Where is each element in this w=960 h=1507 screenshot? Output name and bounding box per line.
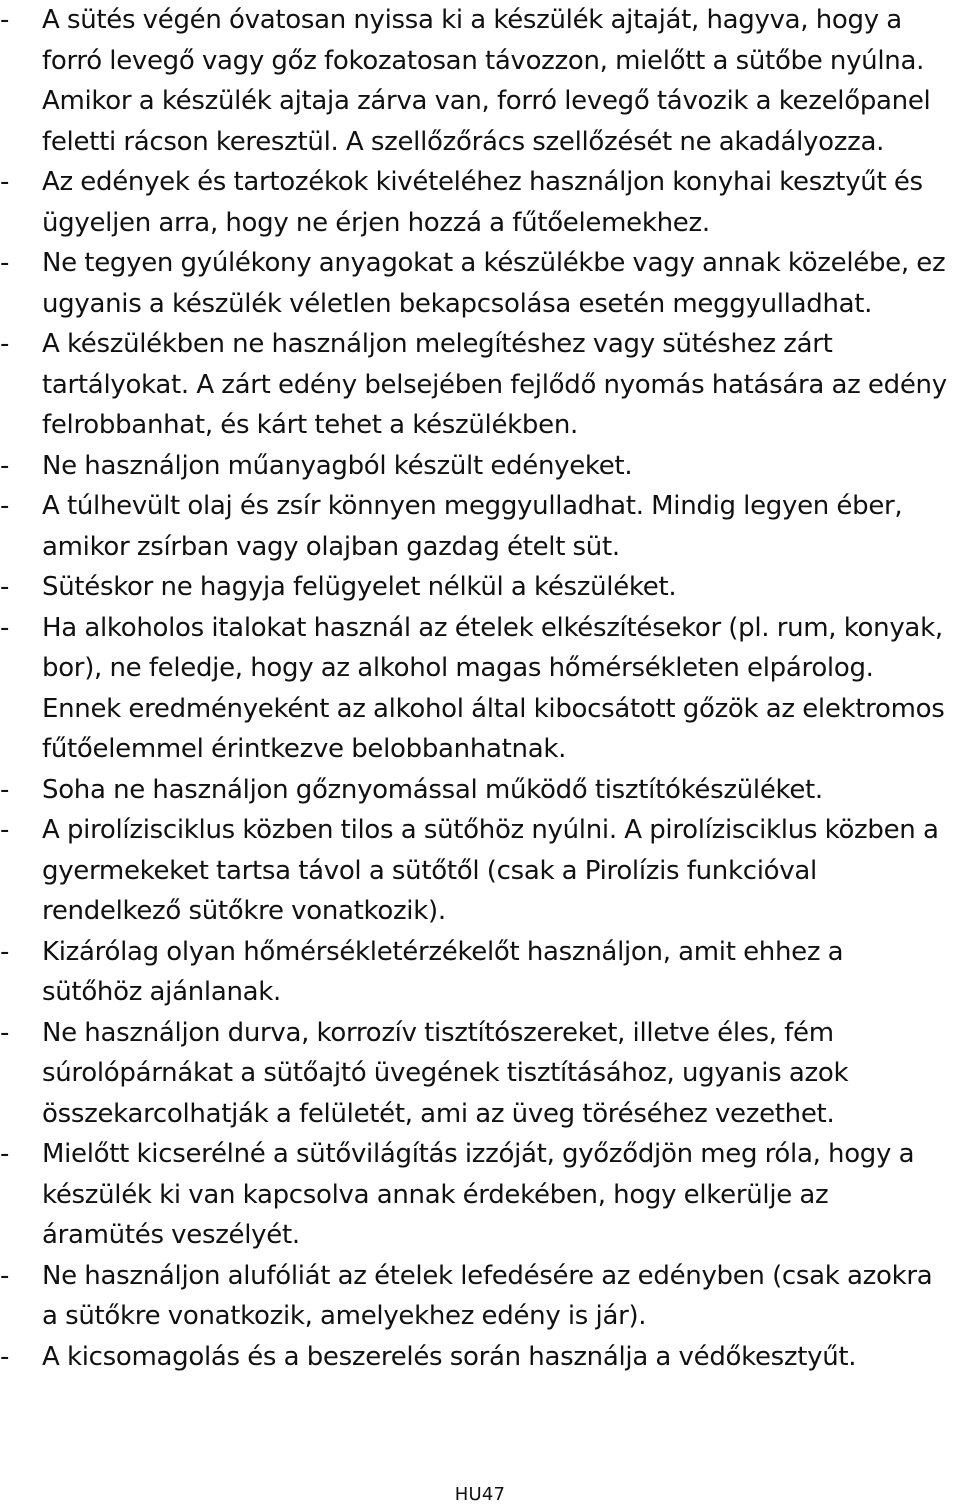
bullet-dash: -	[0, 815, 10, 845]
list-item	[0, 1134, 950, 1256]
list-item	[0, 1337, 950, 1378]
bullet-dash: -	[0, 1139, 10, 1169]
list-item-text: Ne használjon alufóliát az ételek lefedésére az edényben (csak azokra a sütőkre vonatkozik, amelyekhez edény is jár).	[42, 1260, 933, 1331]
bullet-dash: -	[0, 936, 10, 967]
list-item	[0, 1256, 950, 1337]
list-item-text: A kicsomagolás és a beszerelés során használja a védőkesztyűt.	[42, 1341, 857, 1372]
list-item	[0, 1013, 950, 1135]
bullet-dash: -	[0, 572, 10, 602]
bullet-dash: -	[0, 491, 10, 521]
list-item-text: Kizárólag olyan hőmérsékletérzékelőt használjon, amit ehhez a sütőhöz ajánlanak.	[42, 936, 844, 1007]
bullet-dash: -	[0, 5, 10, 35]
bullet-dash: -	[0, 167, 10, 197]
list-item-text: Ne használjon durva, korrozív tisztítószereket, illetve éles, fém súrolópárnákat a sütőajtó üvegének tisztításához, ugyanis azok összekarcolhatják a felületét, ami az üveg töréséhez vezethet.	[42, 1017, 849, 1129]
bullet-dash: -	[0, 774, 10, 805]
list-item-text: Mielőtt kicserélné a sütővilágítás izzóját, győződjön meg róla, hogy a készülék ki van kapcsolva annak érdekében, hogy elkerülje az áramütés veszélyét.	[42, 1139, 915, 1250]
list-item-text: Soha ne használjon gőznyomással működő tisztítókészüléket.	[42, 774, 823, 805]
list-item	[0, 446, 950, 487]
bullet-dash: -	[0, 248, 10, 278]
list-item-text: Sütéskor ne hagyja felügyelet nélkül a készüléket.	[42, 572, 677, 602]
bullet-dash: -	[0, 1260, 10, 1291]
list-item	[0, 932, 950, 1013]
list-item-text: Ha alkoholos italokat használ az ételek elkészítésekor (pl. rum, konyak, bor), ne feledje, hogy az alkohol magas hőmérsékleten elpárolog. Ennek eredményeként az alkohol által kibocsátott gőzök az elektromos fűtőelemmel érintkezve belobbanhatnak.	[42, 612, 945, 764]
list-item-text: Ne használjon műanyagból készült edényeket.	[42, 450, 633, 481]
list-item-text: A túlhevült olaj és zsír könnyen meggyulladhat. Mindig legyen éber, amikor zsírban vagy olajban gazdag ételt süt.	[42, 491, 903, 562]
bullet-dash: -	[0, 329, 10, 359]
list-item	[0, 567, 950, 608]
list-item	[0, 324, 950, 446]
bullet-dash: -	[0, 450, 10, 481]
list-item	[0, 162, 950, 243]
bullet-dash: -	[0, 1017, 10, 1048]
list-item	[0, 486, 950, 567]
list-item-text: A készülékben ne használjon melegítéshez vagy sütéshez zárt tartályokat. A zárt edény belsejében fejlődő nyomás hatására az edény felrobbanhat, és kárt tehet a készülékben.	[42, 329, 947, 440]
list-item	[0, 243, 950, 324]
bullet-dash: -	[0, 612, 10, 643]
page-number: HU47	[454, 1484, 506, 1505]
list-item	[0, 770, 950, 811]
bullet-dash: -	[0, 1341, 10, 1372]
list-item	[0, 0, 950, 162]
list-item-text: Az edények és tartozékok kivételéhez használjon konyhai kesztyűt és ügyeljen arra, hogy ne érjen hozzá a fűtőelemekhez.	[42, 167, 923, 238]
list-item	[0, 608, 950, 770]
list-item-text: Ne tegyen gyúlékony anyagokat a készülékbe vagy annak közelébe, ez ugyanis a készülék véletlen bekapcsolása esetén meggyulladhat.	[42, 248, 946, 319]
list-item-text: A sütés végén óvatosan nyissa ki a készülék ajtaját, hagyva, hogy a forró levegő vagy gőz fokozatosan távozzon, mielőtt a sütőbe nyúlna. Amikor a készülék ajtaja zárva van, forró levegő távozik a kezelőpanel feletti rácson keresztül. A szellőzőrács szellőzését ne akadályozza.	[42, 5, 931, 157]
list-item	[0, 810, 950, 932]
list-item-text: A pirolízisciklus közben tilos a sütőhöz nyúlni. A pirolízisciklus közben a gyermekeket tartsa távol a sütőtől (csak a Pirolízis funkcióval rendelkező sütőkre vonatkozik).	[42, 815, 939, 926]
